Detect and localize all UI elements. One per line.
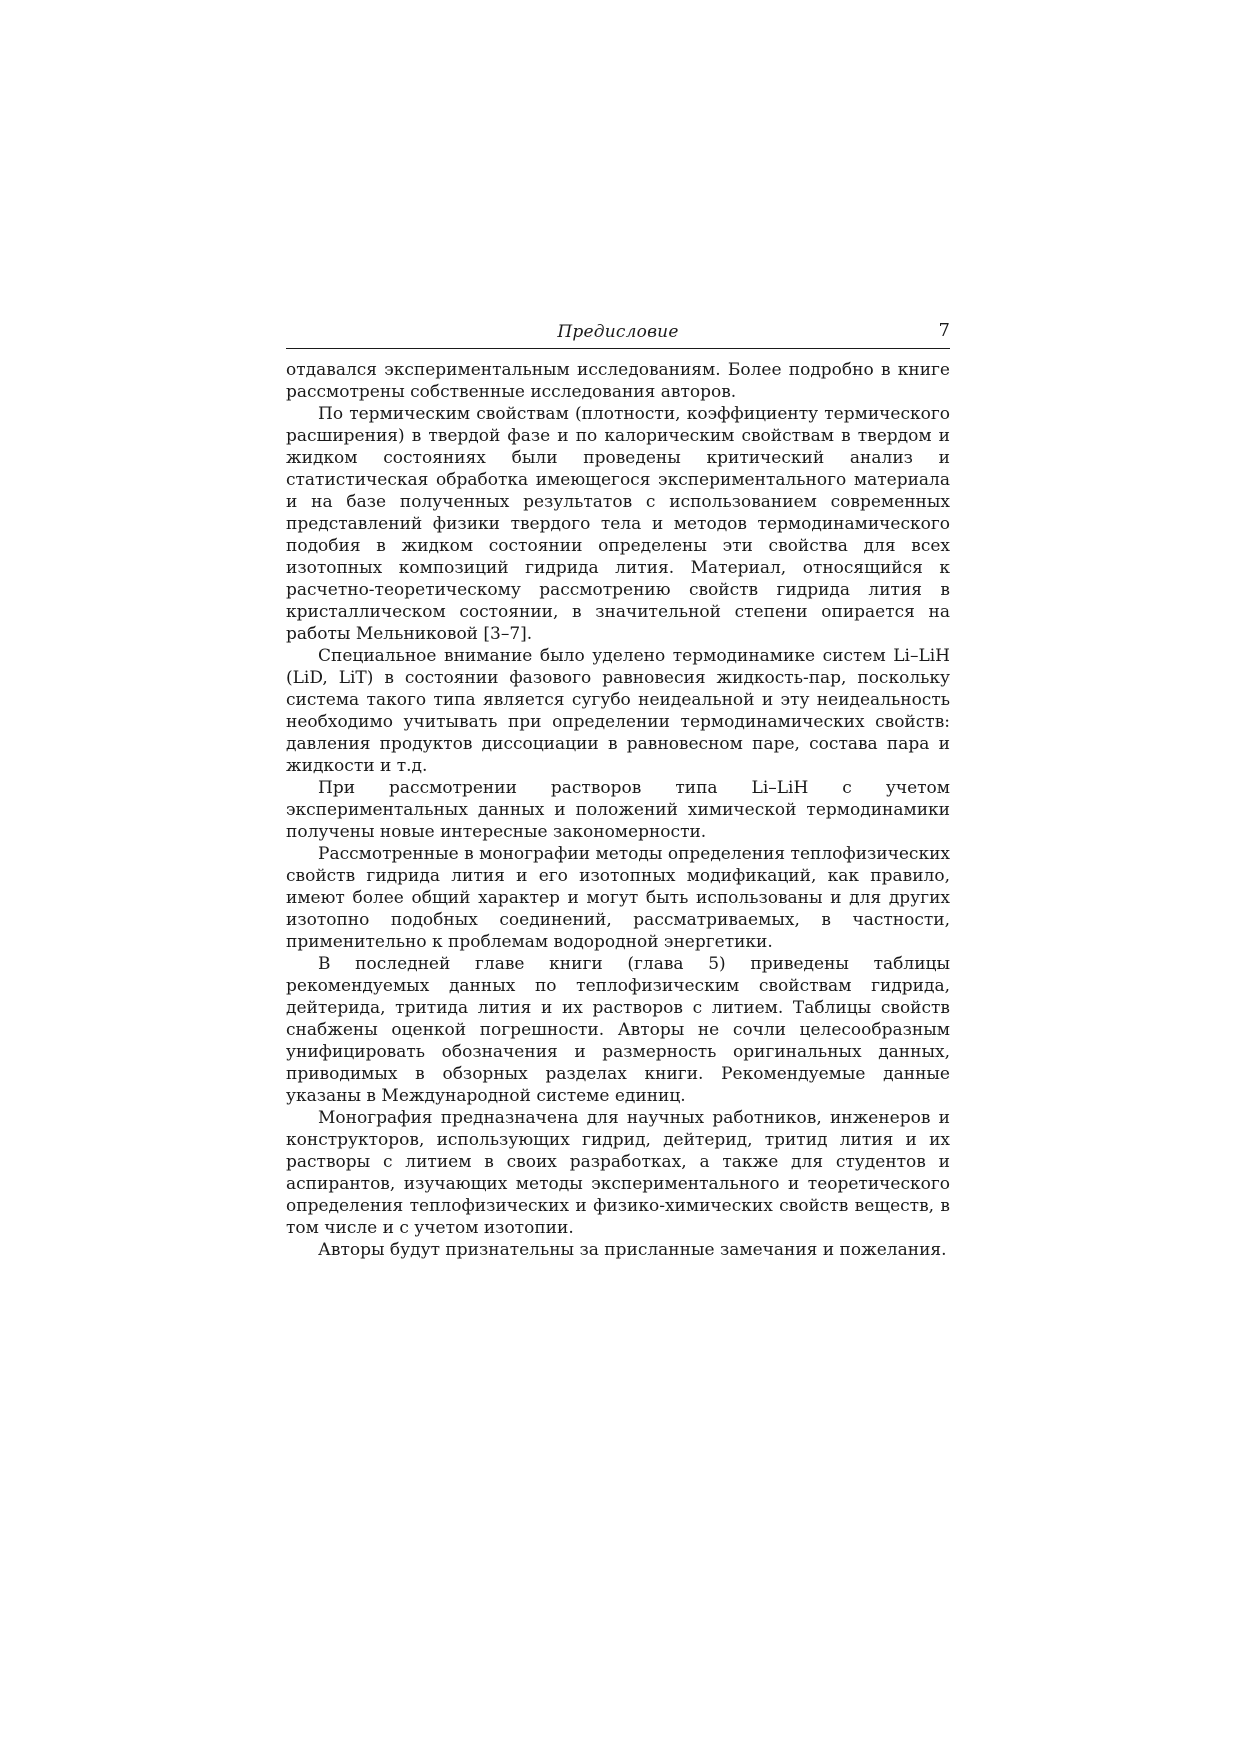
paragraph-last-chapter: В последней главе книги (глава 5) приведены таблицы рекомендуемых данных по теплофизическим свойствам гидрида, дейтерида, тритида лития и их растворов с литием. Таблицы свойств снабжены оценкой погрешности. Авторы не сочли целесообразным унифицировать обозначения и размерность оригинальных данных, приводимых в обзорных разделах книги. Рекомендуемые данные указаны в Международной системе единиц.: [286, 954, 950, 1106]
paragraph-audience: Монография предназначена для научных работников, инженеров и конструкторов, использующих гидрид, дейтерид, тритид лития и их растворы с литием в своих разработках, а также для студентов и аспирантов, изучающих методы экспериментального и теоретического определения теплофизических и физико-химических свойств веществ, в том числе и с учетом изотопии.: [286, 1108, 950, 1238]
paragraph-solutions: При рассмотрении растворов типа Li–LiH с учетом экспериментальных данных и положений химической термодинамики получены новые интересные закономерности.: [286, 778, 950, 842]
running-title: Предисловие: [557, 322, 679, 342]
page-number: 7: [938, 320, 950, 341]
paragraph-continued: отдавался экспериментальным исследованиям. Более подробно в книге рассмотрены собственные исследования авторов.: [286, 360, 950, 402]
paragraph-methods: Рассмотренные в монографии методы определения теплофизических свойств гидрида лития и его изотопных модификаций, как правило, имеют более общий характер и могут быть использованы и для других изотопно подобных соединений, рассматриваемых, в частности, применительно к проблемам водородной энергетики.: [286, 844, 950, 952]
paragraph-thermal-properties: По термическим свойствам (плотности, коэффициенту термического расширения) в твердой фазе и по калорическим свойствам в твердом и жидком состояниях были проведены критический анализ и статистическая обработка имеющегося экспериментального материала и на базе полученных результатов с использованием современных представлений физики твердого тела и методов термодинамического подобия в жидком состоянии определены эти свойства для всех изотопных композиций гидрида лития. Материал, относящийся к расчетно-теоретическому рассмотрению свойств гидрида лития в кристаллическом состоянии, в значительной степени опирается на работы Мельниковой [3–7].: [286, 404, 950, 644]
body-text: [286, 359, 950, 1261]
book-page: [286, 318, 950, 1261]
paragraph-acknowledgement: Авторы будут признательны за присланные замечания и пожелания.: [318, 1240, 947, 1260]
running-header: [286, 318, 950, 349]
paragraph-thermodynamics: Специальное внимание было уделено термодинамике систем Li–LiH (LiD, LiT) в состоянии фазового равновесия жидкость-пар, поскольку система такого типа является сугубо неидеальной и эту неидеальность необходимо учитывать при определении термодинамических свойств: давления продуктов диссоциации в равновесном паре, состава пара и жидкости и т.д.: [286, 646, 950, 776]
